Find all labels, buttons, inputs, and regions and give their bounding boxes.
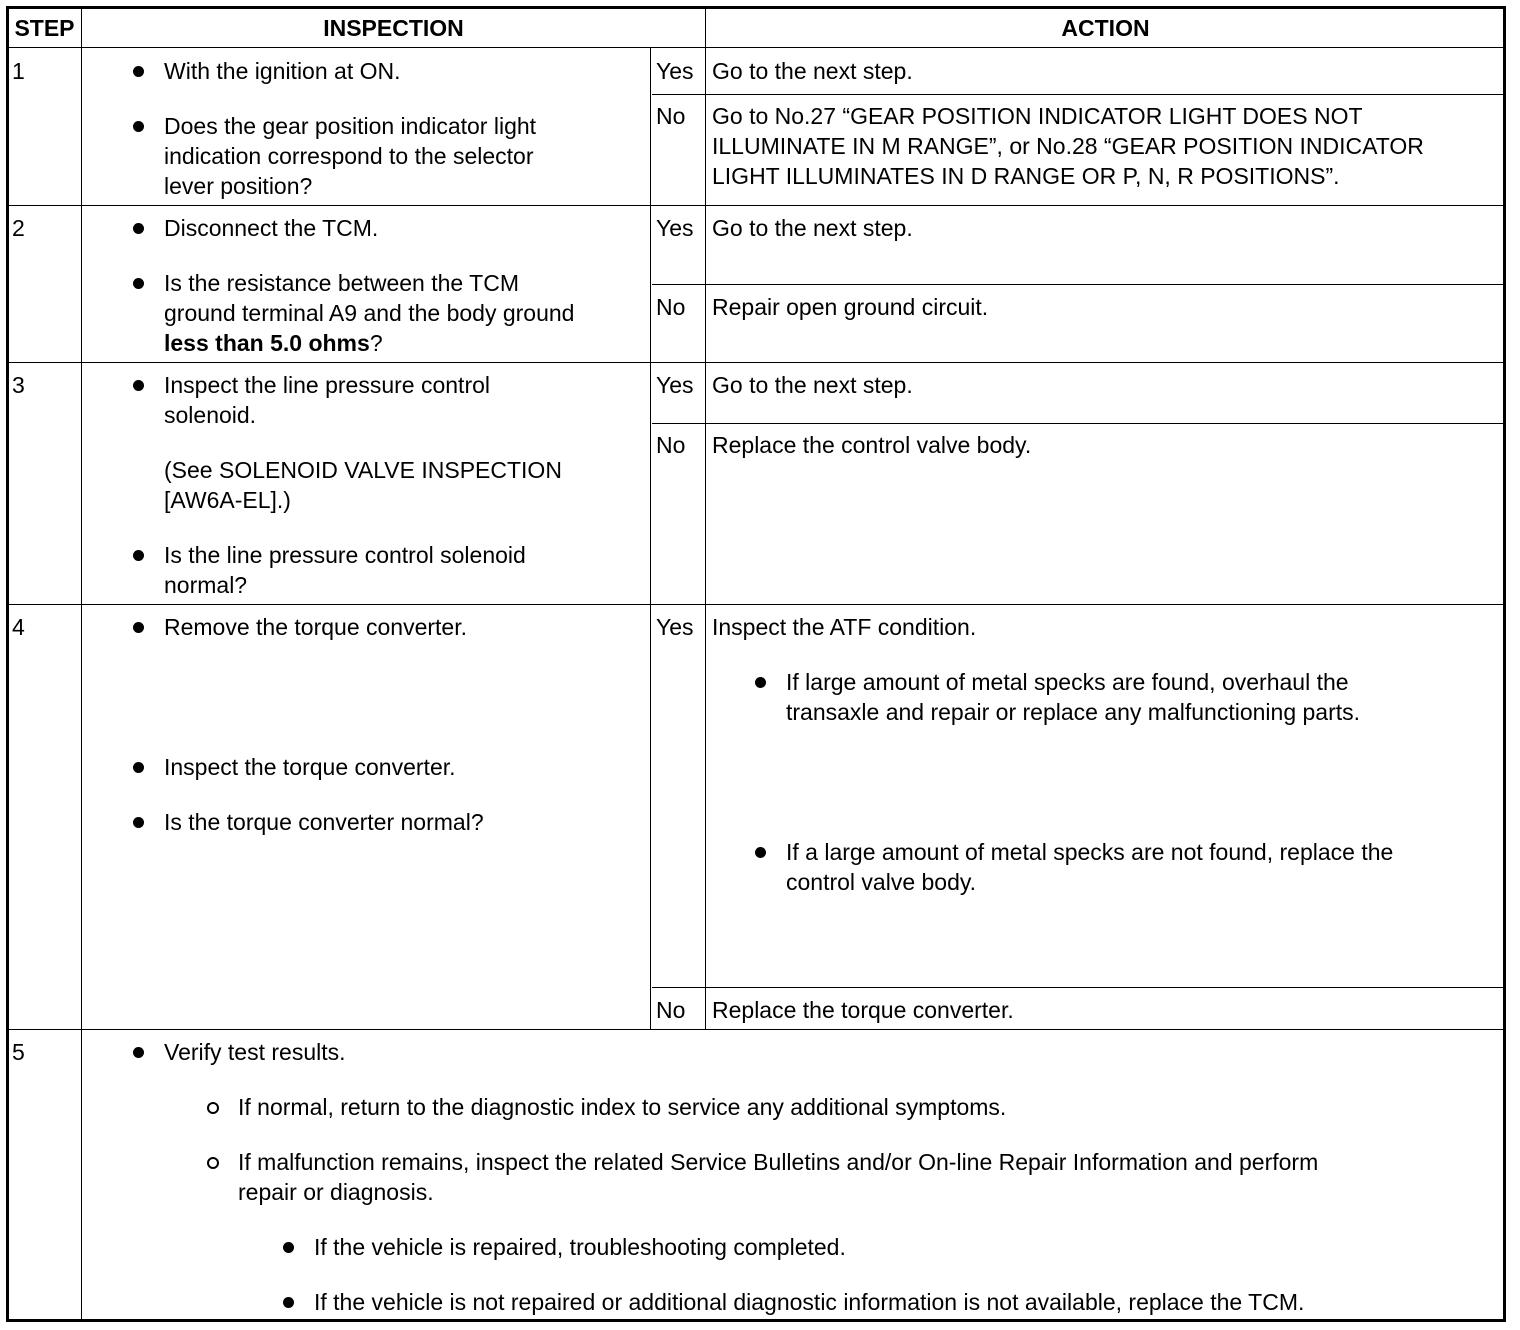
bullet-icon bbox=[283, 1297, 294, 1308]
inspection-line: lever position? bbox=[164, 173, 313, 199]
inspection-line: Does the gear position indicator light bbox=[164, 113, 537, 139]
open-bullet-icon bbox=[207, 1102, 219, 1114]
step-number: 2 bbox=[12, 215, 25, 241]
no-label: No bbox=[656, 997, 686, 1023]
inspection-line bbox=[164, 328, 383, 358]
header-divider bbox=[7, 47, 1505, 48]
yes-action-line: If large amount of metal specks are found, overhaul the bbox=[786, 669, 1349, 695]
no-action-line: Go to No.27 “GEAR POSITION INDICATOR LIGHT DOES NOT bbox=[712, 103, 1363, 129]
header-step: STEP bbox=[14, 15, 75, 41]
inspection-line: indication correspond to the selector bbox=[164, 143, 534, 169]
yes-action-line: Inspect the ATF condition. bbox=[712, 614, 977, 640]
row-divider bbox=[7, 1029, 1505, 1030]
no-action-line: ILLUMINATE IN M RANGE”, or No.28 “GEAR POSITION INDICATOR bbox=[712, 133, 1424, 159]
yes-action: Go to the next step. bbox=[712, 215, 913, 241]
inspection-line: Remove the torque converter. bbox=[164, 614, 467, 640]
yes-action-line: transaxle and repair or replace any malfunctioning parts. bbox=[786, 699, 1361, 725]
inspection-line: Is the line pressure control solenoid bbox=[164, 542, 526, 568]
no-label: No bbox=[656, 432, 686, 458]
bullet-icon bbox=[133, 1047, 144, 1058]
bullet-icon bbox=[755, 677, 766, 688]
row-divider bbox=[7, 205, 1505, 206]
bullet-icon bbox=[133, 380, 144, 391]
bullet-icon bbox=[133, 622, 144, 633]
bullet-icon bbox=[133, 223, 144, 234]
question-mark: ? bbox=[369, 330, 383, 356]
bullet-icon bbox=[133, 121, 144, 132]
step-number: 4 bbox=[12, 614, 25, 640]
row-divider bbox=[652, 423, 1505, 424]
no-label: No bbox=[656, 103, 686, 129]
column-divider bbox=[650, 47, 651, 1029]
bullet-icon bbox=[133, 66, 144, 77]
yes-action: Go to the next step. bbox=[712, 372, 913, 398]
inspection-line: repair or diagnosis. bbox=[238, 1179, 434, 1205]
bullet-icon bbox=[133, 817, 144, 828]
column-divider bbox=[705, 7, 706, 1029]
inspection-line: [AW6A-EL].) bbox=[164, 487, 291, 513]
inspection-line: Disconnect the TCM. bbox=[164, 215, 379, 241]
column-divider bbox=[81, 7, 82, 1321]
yes-label: Yes bbox=[656, 372, 694, 398]
yes-action-line: control valve body. bbox=[786, 869, 977, 895]
table-border bbox=[6, 6, 1506, 1322]
inspection-line: If the vehicle is not repaired or additional diagnostic information is not available, replace the TCM. bbox=[314, 1289, 1305, 1315]
yes-action: Go to the next step. bbox=[712, 58, 913, 84]
step-number: 3 bbox=[12, 372, 25, 398]
step-number: 1 bbox=[12, 58, 25, 84]
threshold-value: less than 5.0 ohms bbox=[164, 330, 370, 356]
open-bullet-icon bbox=[207, 1157, 219, 1169]
step-number: 5 bbox=[12, 1039, 25, 1065]
bullet-icon bbox=[133, 762, 144, 773]
bullet-icon bbox=[133, 550, 144, 561]
inspection-line: With the ignition at ON. bbox=[164, 58, 401, 84]
inspection-line: solenoid. bbox=[164, 402, 257, 428]
row-divider bbox=[7, 362, 1505, 363]
inspection-line: normal? bbox=[164, 572, 248, 598]
row-divider bbox=[652, 284, 1505, 285]
inspection-line: (See SOLENOID VALVE INSPECTION bbox=[164, 457, 562, 483]
inspection-line: Inspect the line pressure control bbox=[164, 372, 491, 398]
row-divider bbox=[7, 604, 1505, 605]
no-label: No bbox=[656, 294, 686, 320]
bullet-icon bbox=[755, 847, 766, 858]
yes-label: Yes bbox=[656, 215, 694, 241]
inspection-line: If the vehicle is repaired, troubleshooting completed. bbox=[314, 1234, 846, 1260]
yes-action-line: If a large amount of metal specks are not found, replace the bbox=[786, 839, 1394, 865]
inspection-line: Is the resistance between the TCM bbox=[164, 270, 519, 296]
row-divider bbox=[652, 987, 1505, 988]
inspection-line: If normal, return to the diagnostic index to service any additional symptoms. bbox=[238, 1094, 1007, 1120]
row-divider bbox=[652, 94, 1505, 95]
inspection-line: ground terminal A9 and the body ground bbox=[164, 300, 575, 326]
no-action: Replace the control valve body. bbox=[712, 432, 1032, 458]
header-inspection: INSPECTION bbox=[323, 15, 464, 41]
inspection-line: Inspect the torque converter. bbox=[164, 754, 456, 780]
no-action: Repair open ground circuit. bbox=[712, 294, 989, 320]
yes-label: Yes bbox=[656, 614, 694, 640]
bullet-icon bbox=[133, 278, 144, 289]
no-action-line: LIGHT ILLUMINATES IN D RANGE OR P, N, R POSITIONS”. bbox=[712, 163, 1340, 189]
inspection-line: Verify test results. bbox=[164, 1039, 346, 1065]
inspection-line: If malfunction remains, inspect the related Service Bulletins and/or On-line Repair Information and perform bbox=[238, 1149, 1319, 1175]
inspection-line: Is the torque converter normal? bbox=[164, 809, 484, 835]
no-action: Replace the torque converter. bbox=[712, 997, 1014, 1023]
yes-label: Yes bbox=[656, 58, 694, 84]
bullet-icon bbox=[283, 1242, 294, 1253]
header-action: ACTION bbox=[1061, 15, 1150, 41]
